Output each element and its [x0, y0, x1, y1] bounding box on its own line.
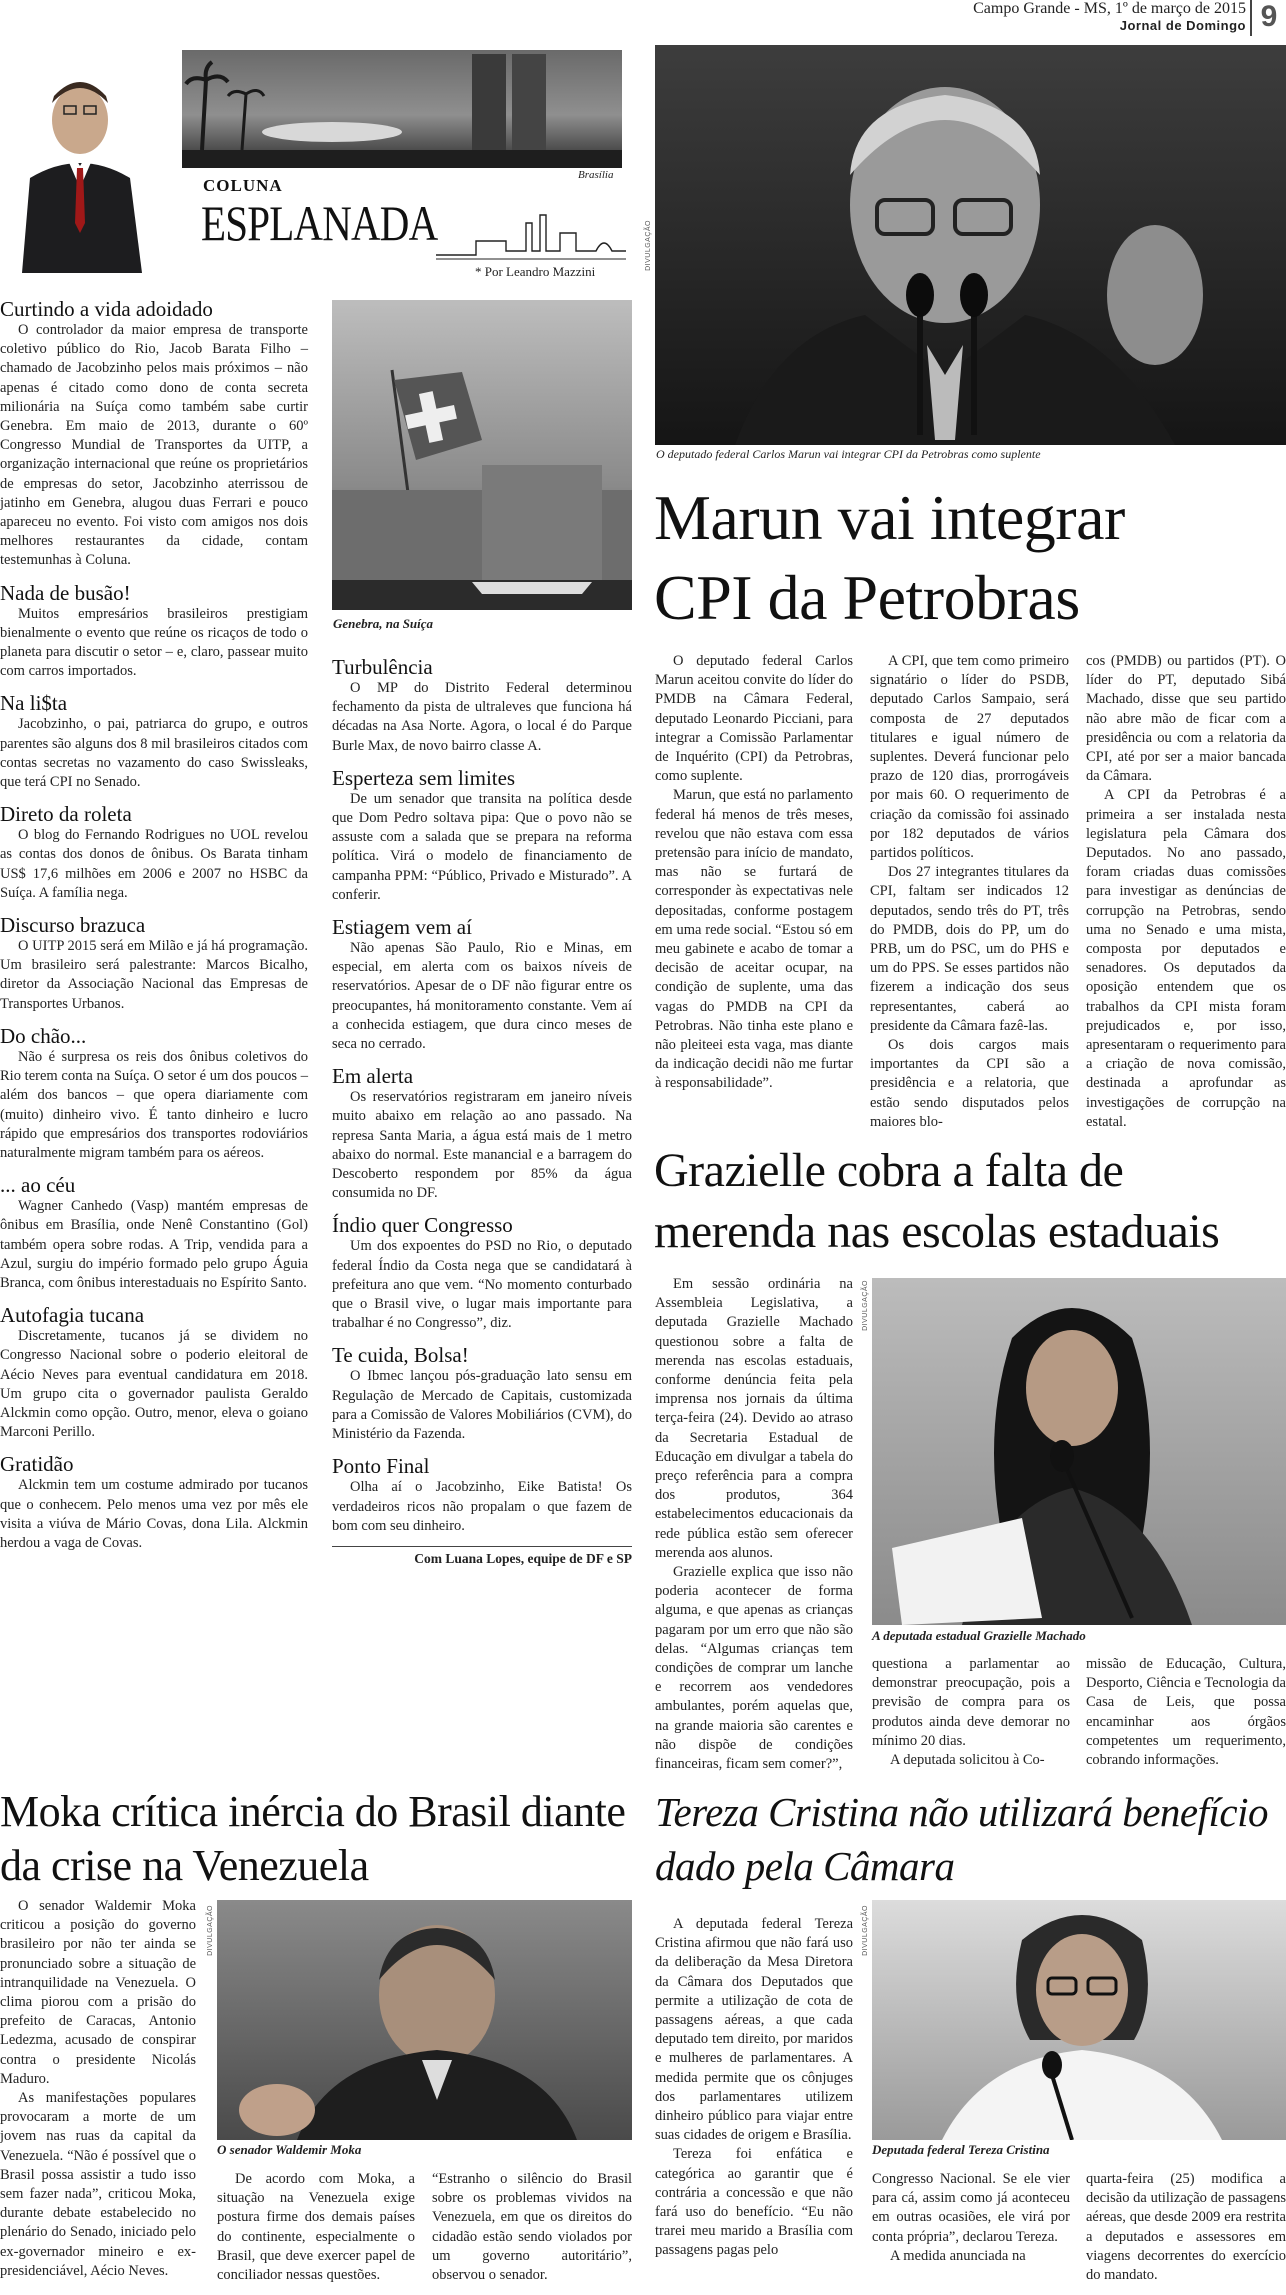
column-note-heading: Gratidão: [0, 1452, 74, 1477]
tereza-caption: Deputada federal Tereza Cristina: [872, 2142, 1050, 2157]
column-note-heading: Direto da roleta: [0, 802, 132, 827]
grazielle-headline: [654, 1140, 1286, 1262]
column-note-heading: Esperteza sem limites: [332, 765, 516, 790]
tereza-col1: [655, 1915, 853, 2261]
column-note-heading: Curtindo a vida adoidado: [0, 297, 213, 321]
column-credit-rule: [332, 1546, 632, 1547]
page-number: 9: [1250, 0, 1286, 36]
article-paragraph: O deputado federal Carlos Marun aceitou convite do líder do PMDB na Câmara Federal, deputado Leonardo Picciani, para integrar a Comissão Parlamentar de Inquérito (CPI) da Petrobras, como suplente.: [655, 653, 853, 785]
newspaper-name: Jornal de Domingo: [1119, 18, 1246, 33]
tereza-photo: [872, 1900, 1286, 2140]
grazielle-col2: [872, 1655, 1070, 1770]
column-note: [332, 655, 632, 756]
column-note-text: Olha aí o Jacobzinho, Eike Batista! Os verdadeiros ricos não propalam o que fazem de bom com seu dinheiro.: [332, 1479, 632, 1534]
column-note-text: Discretamente, tucanos já se dividem no Congresso Nacional sobre o poderio eleitoral de Aécio Neves para eventual candidatura em 2018. Um grupo cita o governador paulista Geraldo Alckmin como opção. Outro, menor, eleva o goiano Marconi Perillo.: [0, 1328, 308, 1441]
column-title: ESPLANADA: [201, 195, 438, 251]
marun-headline: [654, 478, 1286, 638]
column-note-heading: Em alerta: [332, 1064, 414, 1089]
tereza-photo-credit: DIVULGAÇÃO: [862, 1905, 869, 1956]
tereza-headline-line2: dado pela Câmara: [655, 1843, 955, 1889]
page-header: [973, 0, 1246, 34]
article-paragraph: A CPI da Petrobras é a primeira a ser instalada nesta legislatura pela Câmara dos Deputados. No ano passado, foram criadas duas comissões para investigar as denúncias de corrupção na Petrobras, sendo uma no Senado e uma mista, composta por deputados e senadores. Os deputados da oposição entendem que os trabalhos da CPI mista foram prejudicados e, por isso, apresentaram o requerimento para a criação de nova comissão, destinada a aprofundar as investigações de corrupção na estatal.: [1086, 787, 1286, 1130]
article-paragraph: Grazielle explica que isso não poderia acontecer de forma alguma, e que apenas as crianças pagaram por um erro que não são delas. “Algumas crianças tem condições de comprar um lanche e recorrem aos vendedores ambulantes, porém aquelas que, na grande maioria são carentes e não dispõe de condições financeiras, ficam sem comer?”,: [655, 1564, 853, 1773]
marun-col3: [1086, 652, 1286, 1132]
marun-photo-credit: DIVULGAÇÃO: [645, 220, 652, 271]
column-right: [332, 655, 632, 1567]
column-note: [332, 1454, 632, 1536]
article-paragraph: “Estranho o silêncio do Brasil sobre os problemas vividos na Venezuela, em que os direitos do cidadão estão sendo violados por um governo autoritário”, observou o senador.: [432, 2171, 632, 2284]
grazielle-headline-line1: Grazielle cobra a falta de: [654, 1144, 1124, 1197]
column-credit: Com Luana Lopes, equipe de DF e SP: [414, 1550, 632, 1566]
column-note: [0, 1303, 308, 1442]
column-note: [0, 913, 308, 1014]
column-note: [0, 581, 308, 682]
column-note-heading: Turbulência: [332, 655, 433, 679]
article-paragraph: De acordo com Moka, a situação na Venezuela exige postura firme dos demais países do continente, especialmente o Brasil, que deve exercer papel de conciliador nessas questões.: [217, 2171, 415, 2284]
moka-col3: [432, 2170, 632, 2285]
marun-col2: [870, 652, 1069, 1132]
dateline: Campo Grande - MS, 1º de março de 2015: [973, 0, 1246, 17]
column-note: [0, 1024, 308, 1163]
geneva-caption: Genebra, na Suíça: [333, 616, 434, 631]
column-note: [0, 1452, 308, 1553]
column-note: [332, 1213, 632, 1333]
column-note-text: Os reservatórios registraram em janeiro níveis muito abaixo em relação ao ano passado. Na represa Santa Maria, a água está mais de 1 metro abaixo do normal. Este manancial e a barragem do Descoberto respondem por 85% da água consumida no DF.: [332, 1089, 632, 1202]
moka-col1: [0, 1897, 196, 2281]
brasilia-caption: Brasília: [578, 169, 614, 181]
tereza-headline-line1: Tereza Cristina não utilizará benefício: [655, 1789, 1268, 1835]
moka-photo-credit: DIVULGAÇÃO: [207, 1905, 214, 1956]
column-note-text: De um senador que transita na política desde que Dom Pedro soltava pipa: Que o povo não se assuste com a salada que se prepara na reforma política. Virá o modelo de financiamento de campanha PPM: “Público, Privado e Misturado”. A conferir.: [332, 790, 632, 903]
column-note-text: O UITP 2015 será em Milão e já há programação. Um brasileiro será palestrante: Marcos Bicalho, diretor da Associação Nacional das Empresas de Transportes Urbanos.: [0, 938, 308, 1012]
column-note: [0, 802, 308, 903]
column-note-text: Alckmin tem um costume admirado por tucanos que o conhecem. Pelo menos uma vez por mês ele visita a viúva de Mário Covas, dona Lila. Alckmin herdou a vaga de Covas.: [0, 1477, 308, 1551]
grazielle-photo: [872, 1278, 1286, 1625]
marun-headline-line1: Marun vai integrar: [654, 482, 1125, 553]
article-paragraph: O senador Waldemir Moka criticou a posição do governo brasileiro por não ter ainda se pronunciado sobre a situação de intranquilidade na Venezuela. O clima piorou com a prisão do prefeito de Caracas, Antonio Ledezma, acusado de conspirar contra o presidente Nicolás Maduro.: [0, 1898, 196, 2087]
article-paragraph: quarta-feira (25) modifica a decisão da utilização de passagens aéreas, que desde 2009 era restrita a deputados e assessores em viagens decorrentes do exercício do mandato.: [1086, 2171, 1286, 2284]
moka-headline-line1: Moka crítica inércia do Brasil diante: [0, 1787, 626, 1836]
article-paragraph: Congresso Nacional. Se ele vier para cá, assim como já aconteceu em outras ocasiões, ele virá por conta própria”, declarou Tereza.: [872, 2171, 1070, 2245]
article-paragraph: missão de Educação, Cultura, Desporto, Ciência e Tecnologia da Casa de Leis, que possa encaminhar aos órgãos competentes um requerimento, cobrando informações.: [1086, 1656, 1286, 1769]
column-label: COLUNA: [203, 176, 283, 195]
article-paragraph: A medida anunciada na: [890, 2247, 1026, 2264]
article-paragraph: questiona a parlamentar ao demonstrar preocupação, pois a previsão de compra para os produtos ainda deve demorar no mínimo 20 dias.: [872, 1656, 1070, 1749]
article-paragraph: A deputada solicitou à Co-: [890, 1752, 1045, 1769]
column-left: [0, 297, 308, 1563]
marun-photo: [655, 45, 1286, 445]
tereza-headline: [655, 1785, 1286, 1893]
column-note-heading: Índio quer Congresso: [332, 1213, 513, 1238]
column-note: [332, 915, 632, 1054]
column-note-text: O Ibmec lançou pós-graduação lato sensu em Regulação de Mercado de Capitais, customizada para a Comissão de Valores Mobiliários (CVM), do Ministério da Fazenda.: [332, 1368, 632, 1443]
columnist-photo: [2, 48, 162, 273]
moka-photo: [217, 1900, 632, 2140]
column-logo-icon: [436, 205, 626, 268]
column-note-text: O MP do Distrito Federal determinou fechamento da pista de ultraleves que funciona há décadas na Asa Norte. Agora, o local é do Parque Burle Max, de novo bairro classe A.: [332, 680, 632, 754]
tereza-col3: [1086, 2170, 1286, 2285]
grazielle-photo-credit: DIVULGAÇÃO: [862, 1280, 869, 1331]
article-paragraph: A CPI, que tem como primeiro signatário o líder do PSDB, deputado Carlos Sampaio, será composta de 27 deputados titulares e igual número de suplentes. Deverá funcionar pelo prazo de 120 dias, prorrogáveis por mais 60. O requerimento de criação da comissão foi assinado por 182 deputados de vários partidos políticos.: [870, 653, 1069, 862]
column-note-heading: ... ao céu: [0, 1173, 76, 1198]
marun-caption: O deputado federal Carlos Marun vai integrar CPI da Petrobras como suplente: [656, 447, 1041, 461]
grazielle-col1: [655, 1275, 853, 1774]
column-note: [332, 1343, 632, 1444]
column-byline: * Por Leandro Mazzini: [475, 264, 596, 279]
column-note-heading: Discurso brazuca: [0, 913, 146, 938]
article-paragraph: cos (PMDB) ou partidos (PT). O líder do PT, deputado Sibá Machado, disse que seu partido não abre mão de ficar com a presidência ou com a relatoria da CPI, até por ser a maior bancada da Câmara.: [1086, 653, 1286, 785]
column-note-heading: Estiagem vem aí: [332, 915, 472, 940]
marun-col1: [655, 652, 853, 1094]
moka-headline: [0, 1785, 635, 1893]
column-note-text: Jacobzinho, o pai, patriarca do grupo, e outros parentes são alguns dos 8 mil brasileiros citados com contas secretas no vazamento do caso Swissleaks, que terá CPI no Senado.: [0, 716, 308, 791]
tereza-col2: [872, 2170, 1070, 2266]
column-note-heading: Autofagia tucana: [0, 1303, 145, 1328]
moka-col2: [217, 2170, 415, 2285]
marun-headline-line2: CPI da Petrobras: [654, 562, 1080, 633]
column-note: [0, 691, 308, 792]
column-note-text: Não apenas São Paulo, Rio e Minas, em especial, em alerta com os baixos níveis de reservatórios. Apesar de o DF não figurar entre os preocupantes, há monitoramento constante. Vem aí a conhecida estiagem, que dura cinco meses de seca no cerrado.: [332, 940, 632, 1053]
article-paragraph: Tereza foi enfática e categórica ao garantir que é contrária a concessão e que não fará uso do benefício. “Eu não trarei meu marido a Brasília com passagens pagas pelo: [655, 2146, 853, 2259]
column-note-text: Wagner Canhedo (Vasp) mantém empresas de ônibus em Brasília, onde Nenê Constantino (Gol) também opera sobre rodas. A Trip, vendida para a Azul, surgiu do império formado pelo grupo Águia Branca, com ônibus interestaduais no Espírito Santo.: [0, 1198, 308, 1291]
column-note-text: Muitos empresários brasileiros prestigiam bienalmente o evento que reúne os ricaços de todo o planeta para discutir o setor – e, claro, passear muito com carros importados.: [0, 605, 308, 680]
column-note: [0, 297, 308, 571]
column-note-heading: Te cuida, Bolsa!: [332, 1343, 469, 1368]
column-note-heading: Do chão...: [0, 1023, 87, 1048]
column-note-heading: Nada de busão!: [0, 580, 131, 605]
geneva-photo: [332, 300, 632, 610]
column-note-text: O blog do Fernando Rodrigues no UOL revelou as contas dos donos de ônibus. Os Barata tinham US$ 17,6 milhões em 2006 e 2007 no HSBC da Suíça. A família nega.: [0, 827, 308, 901]
moka-caption: O senador Waldemir Moka: [217, 2142, 362, 2157]
column-note: [332, 1064, 632, 1203]
article-paragraph: Em sessão ordinária na Assembleia Legislativa, a deputada Grazielle Machado questionou sobre a falta de merenda nas escolas estaduais, conforme denúncia feita pela imprensa nos jornais da última terça-feira (24). Devido ao atraso da Secretaria Estadual de Educação em divulgar a tabela do preço referência para a compra dos produtos, 364 estabelecimentos educacionais da rede pública estão sem oferecer merenda aos alunos.: [655, 1276, 853, 1561]
column-note-heading: Ponto Final: [332, 1454, 430, 1479]
column-note-text: Não é surpresa os reis dos ônibus coletivos do Rio terem conta na Suíça. O setor é um dos poucos – além dos bancos – que opera diariamente com (muito) dinheiro vivo. É tanto dinheiro e lucro rápido que empresários dos transportes rodoviários naturalmente migram também para os aéreos.: [0, 1048, 308, 1161]
moka-headline-line2: da crise na Venezuela: [0, 1841, 369, 1890]
column-note: [0, 1173, 308, 1293]
brasilia-photo: [182, 50, 622, 168]
column-note: [332, 766, 632, 905]
article-paragraph: As manifestações populares provocaram a morte de um jovem nas ruas da capital da Venezuela. “Não é possível que o Brasil possa assistir a tudo isso sem fazer nada”, criticou Moka, durante debate estabelecido no plenário do Senado, iniciado pelo ex-governador mineiro e ex-presidenciável, Aécio Neves.: [0, 2090, 196, 2279]
column-note-text: Um dos expoentes do PSD no Rio, o deputado federal Índio da Costa nega que se candidatará à prefeitura ano que vem. “No momento conturbado que o Brasil vive, o lugar mais importante para trabalhar é no Congresso”, diz.: [332, 1238, 632, 1332]
article-paragraph: Dos 27 integrantes titulares da CPI, faltam ser indicados 12 deputados, sendo três do PT, três do PMDB, dois do PP, um do PRB, um do PSC, um do PHS e um do PPS. Se esses partidos não fizerem a indicação dos seus representantes, caberá ao presidente da Câmara fazê-las.: [870, 864, 1069, 1034]
column-note-text: O controlador da maior empresa de transporte coletivo público do Rio, Jacob Barata Filho – chamado de Jacobzinho pelos mais próximos – não apenas é citado como dono de conta secreta milionária na Suíça como também sabe curtir Genebra. Em maio de 2013, durante o 60º Congresso Mundial de Transportes da UITP, a organização internacional que reúne os proprietários de empresas do setor, Jacobzinho aterrissou de jatinho em Genebra, alugou duas Ferrari e pouco apareceu no evento. Foi visto com amigos nos dois melhores restaurantes da cidade, contam testemunhas à Coluna.: [0, 322, 308, 569]
article-paragraph: A deputada federal Tereza Cristina afirmou que não fará uso da deliberação da Mesa Diretora da Câmara dos Deputados que permite a utilização de cota de passagens aéreas, a que cada deputado tem direito, por maridos e mulheres de parlamentares. A medida permite que os cônjuges dos parlamentares utilizem dinheiro público para viajar entre suas cidades de origem e Brasília.: [655, 1916, 853, 2144]
column-note-heading: Na li$ta: [0, 691, 68, 716]
grazielle-caption: A deputada estadual Grazielle Machado: [872, 1628, 1086, 1643]
article-paragraph: Marun, que está no parlamento federal há menos de três meses, revelou que não estava com essa pretensão para início de mandato, mas não se furtará de corresponder às expectativas nele depositadas, conforme postagem em uma rede social. “Estou só em meu gabinete e acabo de tomar a decisão de aceitar ocupar, na condição de suplente, uma das vagas do PMDB na CPI da Petrobras. Não tinha este plano e não pleiteei esta vaga, mas diante da indicação decidi não me furtar à responsabilidade”.: [655, 787, 853, 1092]
article-paragraph: Os dois cargos mais importantes da CPI são a presidência e a relatoria, que estão sendo disputados pelos maiores blo-: [870, 1037, 1069, 1130]
grazielle-headline-line2: merenda nas escolas estaduais: [654, 1205, 1220, 1258]
grazielle-col3: [1086, 1655, 1286, 1770]
